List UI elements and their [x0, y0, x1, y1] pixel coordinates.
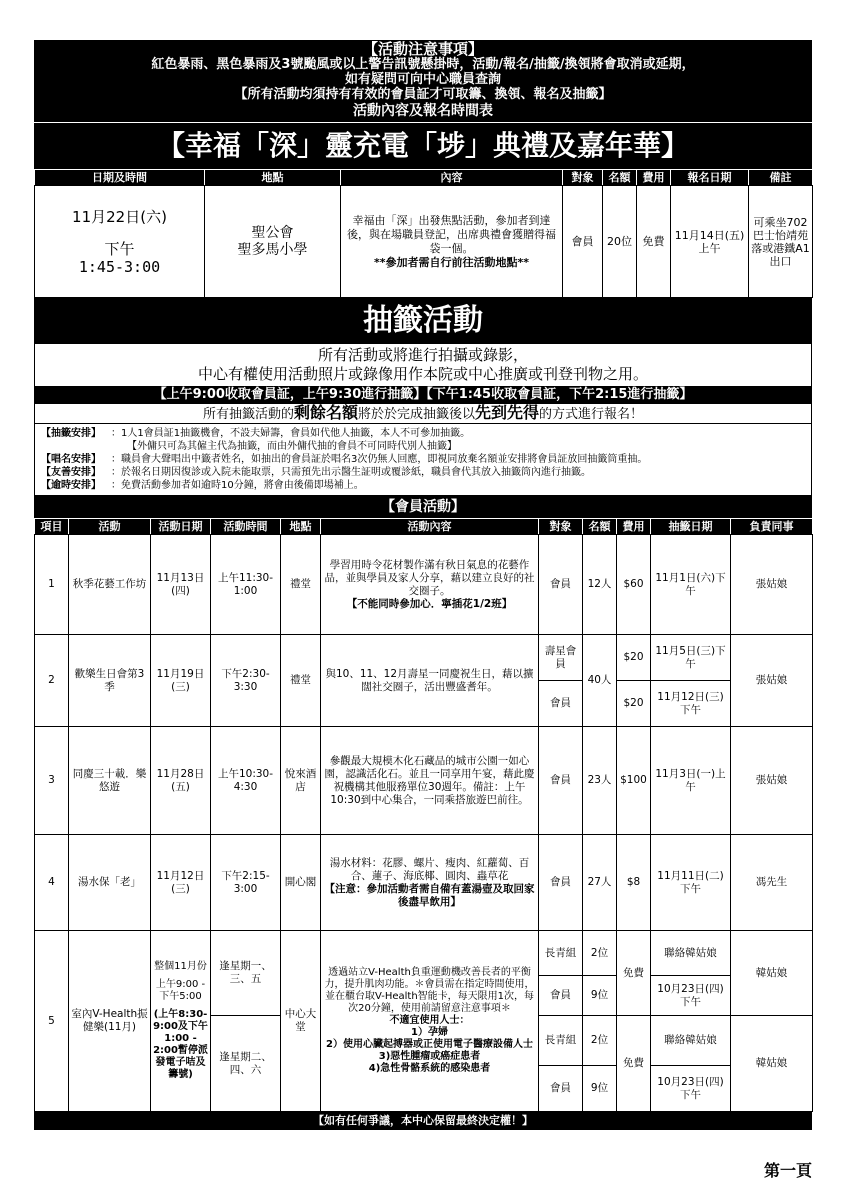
- row-no: 3: [35, 727, 69, 835]
- row-staff: 張姑娘: [731, 535, 813, 635]
- row-time: 逢星期二、四、六: [211, 1016, 281, 1112]
- row-draw: 聯絡韓姑娘: [651, 1016, 731, 1066]
- row-target: 壽星會員: [539, 635, 583, 681]
- event-signup-date: 11月14日(五): [674, 228, 745, 242]
- row-venue: 悅來酒店: [281, 727, 321, 835]
- table-row: [35, 931, 813, 976]
- mem-header-content: 活動內容: [321, 519, 539, 535]
- row-activity: 歡樂生日會第3季: [69, 635, 151, 727]
- page-number: 第一頁: [763, 1161, 812, 1180]
- remain-post: 的方式進行報名！: [539, 407, 644, 422]
- row-activity: 同慶三十載．樂悠遊: [69, 727, 151, 835]
- row-activity: 室內V-Health振健樂(11月): [69, 931, 151, 1112]
- event-remark: 可乘坐702巴士怡靖苑落或港鐵A1出口: [749, 186, 813, 298]
- row-content-warning-4: 4)急性骨骼系統的感染患者: [368, 1063, 491, 1074]
- mem-header-fee: 費用: [617, 519, 651, 535]
- notice-line-1: 紅色暴雨、黑色暴雨及3號颱風或以上警告訊號懸掛時，活動/報名/抽籤/換領將會取消或延期，: [151, 57, 695, 72]
- row-time: 下午2:15-3:00: [211, 835, 281, 931]
- notice-line-2: 如有疑問可向中心職員查詢: [344, 72, 501, 87]
- row-content-warning-3: 3)惡性腫瘤或癌症患者: [378, 1051, 481, 1062]
- event-target: 會員: [563, 186, 603, 298]
- row-content-warning-2: 2）使用心臟起搏器或正使用電子醫療設備人士: [326, 1039, 533, 1050]
- event-date: 11月22日(六): [72, 207, 167, 226]
- row-quota: 27人: [583, 835, 617, 931]
- row-venue: 中心大堂: [281, 931, 321, 1112]
- row-date: 11月12日(三): [151, 835, 211, 931]
- row-target: 會員: [539, 835, 583, 931]
- row-draw: 聯絡韓姑娘: [651, 931, 731, 976]
- row-content-warning-1: 1）孕婦: [411, 1027, 448, 1038]
- row-draw: 10月23日(四)下午: [651, 1066, 731, 1112]
- page: [34, 40, 812, 1130]
- row-quota: 2位: [583, 1016, 617, 1066]
- event-header-content: 內容: [341, 170, 563, 186]
- table-row: [35, 727, 813, 835]
- members-title: 【會員活動】: [34, 496, 812, 518]
- row-target: 會員: [539, 535, 583, 635]
- row-fee: $8: [617, 835, 651, 931]
- mem-header-quota: 名額: [583, 519, 617, 535]
- event-header-signup: 報名日期: [671, 170, 749, 186]
- row-staff: 韓姑娘: [731, 1016, 813, 1112]
- members-table: [34, 518, 813, 1112]
- rule-callname: 【唱名安排】 ：職員會大聲唱出中籤者姓名，如抽出的會員証於唱名3次仍無人回應，即視同放棄名額並安排將會員証放回抽籤筒重抽。: [41, 454, 648, 465]
- row-quota: 12人: [583, 535, 617, 635]
- row-target: 會員: [539, 681, 583, 727]
- row-date-note: (上午8:30-9:00及下午1:00 - 2:00暫停派發電子咭及籌號): [153, 1009, 208, 1080]
- row-time: 下午2:30-3:30: [211, 635, 281, 727]
- row-date-hours: 上午9:00 - 下午5:00: [155, 979, 206, 1002]
- lottery-rules: [34, 424, 812, 496]
- event-content: 幸福由「深」出發焦點活動，參加者到達後，與在場職員登記，出席典禮會獲贈得福袋一個。: [347, 213, 556, 255]
- rule-draw: 【抽籤安排】 ：1人1會員証1抽籤機會，不設夫婦籌，會員如代他人抽籤，本人不可參加抽籤。: [41, 428, 471, 439]
- event-venue-2: 聖多馬小學: [237, 241, 308, 258]
- event-title: 【幸福「深」靈充電「埗」典禮及嘉年華】: [34, 122, 812, 169]
- row-quota: 9位: [583, 1066, 617, 1112]
- row-target: 長青組: [539, 931, 583, 976]
- row-content-note: 【不能同時參加心．寧插花1/2班】: [346, 597, 513, 610]
- row-time: 上午10:30-4:30: [211, 727, 281, 835]
- table-row: [35, 535, 813, 635]
- row-content-warning: 不適宜使用人士：: [389, 1015, 470, 1026]
- table-row: [35, 635, 813, 681]
- row-date: 11月19日(三): [151, 635, 211, 727]
- row-staff: 馮先生: [731, 835, 813, 931]
- row-date: 整個11月份: [154, 961, 207, 972]
- event-header-quota: 名額: [603, 170, 637, 186]
- event-quota: 20位: [603, 186, 637, 298]
- mem-header-activity: 活動: [69, 519, 151, 535]
- mem-header-draw: 抽籤日期: [651, 519, 731, 535]
- event-venue-1: 聖公會: [251, 224, 294, 241]
- rule-helper: 【外傭只可為其僱主代為抽籤，而由外傭代抽的會員不可同時代別人抽籤】: [127, 441, 457, 452]
- lottery-notice-2: 中心有權使用活動照片或錄像用作本院或中心推廣或刊登刊物之用。: [197, 365, 648, 383]
- row-quota: 23人: [583, 727, 617, 835]
- lottery-title: 抽籤活動: [34, 298, 812, 344]
- event-fee: 免費: [637, 186, 671, 298]
- table-row: [35, 835, 813, 931]
- row-no: 4: [35, 835, 69, 931]
- remain-bold: 剩餘名額: [293, 403, 358, 422]
- mem-header-staff: 負責同事: [731, 519, 813, 535]
- row-fee: 免費: [617, 1016, 651, 1112]
- row-content: 湯水材料：花膠、螺片、瘦肉、紅蘿蔔、百合、蓮子、海底椰、圓肉、蟲草花: [329, 856, 530, 882]
- row-content: 學習用時令花材製作滿有秋日氣息的花藝作品，並與學員及家人分享，藉以建立良好的社交圈子。: [324, 558, 535, 597]
- row-draw: 11月1日(六)下午: [651, 535, 731, 635]
- lottery-notice: [34, 344, 812, 386]
- lottery-notice-1: 所有活動或將進行拍攝或錄影，: [317, 346, 528, 364]
- lottery-remaining-line: [34, 404, 812, 424]
- mem-header-date: 活動日期: [151, 519, 211, 535]
- row-date: 11月13日(四): [151, 535, 211, 635]
- mem-header-target: 對象: [539, 519, 583, 535]
- row-content-note: 【注意：參加活動者需自備有蓋湯壺及取回家後盡早飲用】: [324, 882, 535, 908]
- row-no: 2: [35, 635, 69, 727]
- row-activity: 湯水保「老」: [69, 835, 151, 931]
- event-table: [34, 169, 813, 298]
- lottery-schedule-bar: 【上午9:00收取會員証，上午9:30進行抽籤】【下午1:45收取會員証，下午2:15進行抽籤】: [34, 386, 812, 404]
- row-no: 1: [35, 535, 69, 635]
- remain-pre: 所有抽籤活動的: [202, 407, 294, 422]
- rule-late: 【逾時安排】 ：免費活動參加者如逾時10分鐘，將會由後備即場補上。: [41, 480, 364, 491]
- row-target: 會員: [539, 1066, 583, 1112]
- notice-title: 【活動注意事項】: [362, 40, 483, 58]
- row-time: 逢星期一、三、五: [211, 931, 281, 1016]
- mem-header-venue: 地點: [281, 519, 321, 535]
- event-content-note: **參加者需自行前往活動地點**: [373, 255, 529, 269]
- row-quota: 9位: [583, 976, 617, 1016]
- row-venue: 禮堂: [281, 535, 321, 635]
- row-activity: 秋季花藝工作坊: [69, 535, 151, 635]
- row-venue: 開心閣: [281, 835, 321, 931]
- row-time: 上午11:30-1:00: [211, 535, 281, 635]
- remain-mid: 將於於完成抽籤後以: [357, 407, 475, 422]
- event-time-label: 下午: [104, 239, 135, 258]
- row-fee: $20: [617, 635, 651, 681]
- row-no: 5: [35, 931, 69, 1112]
- event-header-fee: 費用: [637, 170, 671, 186]
- row-fee: 免費: [617, 931, 651, 1016]
- event-header-remark: 備註: [749, 170, 813, 186]
- row-staff: 韓姑娘: [731, 931, 813, 1016]
- row-date: 11月28日(五): [151, 727, 211, 835]
- mem-header-time: 活動時間: [211, 519, 281, 535]
- schedule-title: 活動內容及報名時間表: [353, 103, 493, 119]
- row-draw: 10月23日(四)下午: [651, 976, 731, 1016]
- row-draw: 11月12日(三)下午: [651, 681, 731, 727]
- event-time: 1:45-3:00: [78, 257, 161, 276]
- rule-friendly: 【友善安排】 ：於報名日期因復診或入院未能取票，只需預先出示醫生証明或覆診紙，職員會代其放入抽籤筒內進行抽籤。: [41, 467, 591, 478]
- members-footer: 【如有任何爭議，本中心保留最終決定權！】: [34, 1112, 812, 1130]
- row-content: 與10、11、12月壽星一同慶祝生日，藉以擴闊社交圈子，活出豐盛耆年。: [321, 635, 539, 727]
- event-row: [35, 186, 813, 298]
- row-fee: $20: [617, 681, 651, 727]
- row-content: 參觀最大規模木化石藏品的城市公園一如心園，認識活化石。並且一同享用午宴，藉此慶祝機構其他服務單位30週年。備註：上午10:30到中心集合，一同乘搭旅遊巴前往。: [321, 727, 539, 835]
- event-header-target: 對象: [563, 170, 603, 186]
- event-header-date: 日期及時間: [35, 170, 205, 186]
- row-quota: 40人: [583, 635, 617, 727]
- row-draw: 11月3日(一)上午: [651, 727, 731, 835]
- row-quota: 2位: [583, 931, 617, 976]
- row-target: 會員: [539, 727, 583, 835]
- row-content: 透過站立V-Health負重運動機改善長者的平衡力，提升肌肉功能。＊會員需在指定時間使用，並在櫃台取V-Health智能卡，每天限用1次，每次20分鐘，使用前請留意注意事項＊: [324, 967, 535, 1014]
- row-draw: 11月11日(二)下午: [651, 835, 731, 931]
- row-draw: 11月5日(三)下午: [651, 635, 731, 681]
- notice-banner: [34, 40, 812, 122]
- row-staff: 張姑娘: [731, 635, 813, 727]
- row-fee: $100: [617, 727, 651, 835]
- mem-header-no: 項目: [35, 519, 69, 535]
- event-header-venue: 地點: [205, 170, 341, 186]
- row-fee: $60: [617, 535, 651, 635]
- notice-line-3: 【所有活動均須持有有效的會員証才可取籌、換領、報名及抽籤】: [234, 87, 612, 102]
- row-venue: 禮堂: [281, 635, 321, 727]
- row-staff: 張姑娘: [731, 727, 813, 835]
- remain-bold2: 先到先得: [475, 403, 540, 422]
- event-signup-time: 上午: [698, 241, 721, 255]
- row-target: 長青組: [539, 1016, 583, 1066]
- row-target: 會員: [539, 976, 583, 1016]
